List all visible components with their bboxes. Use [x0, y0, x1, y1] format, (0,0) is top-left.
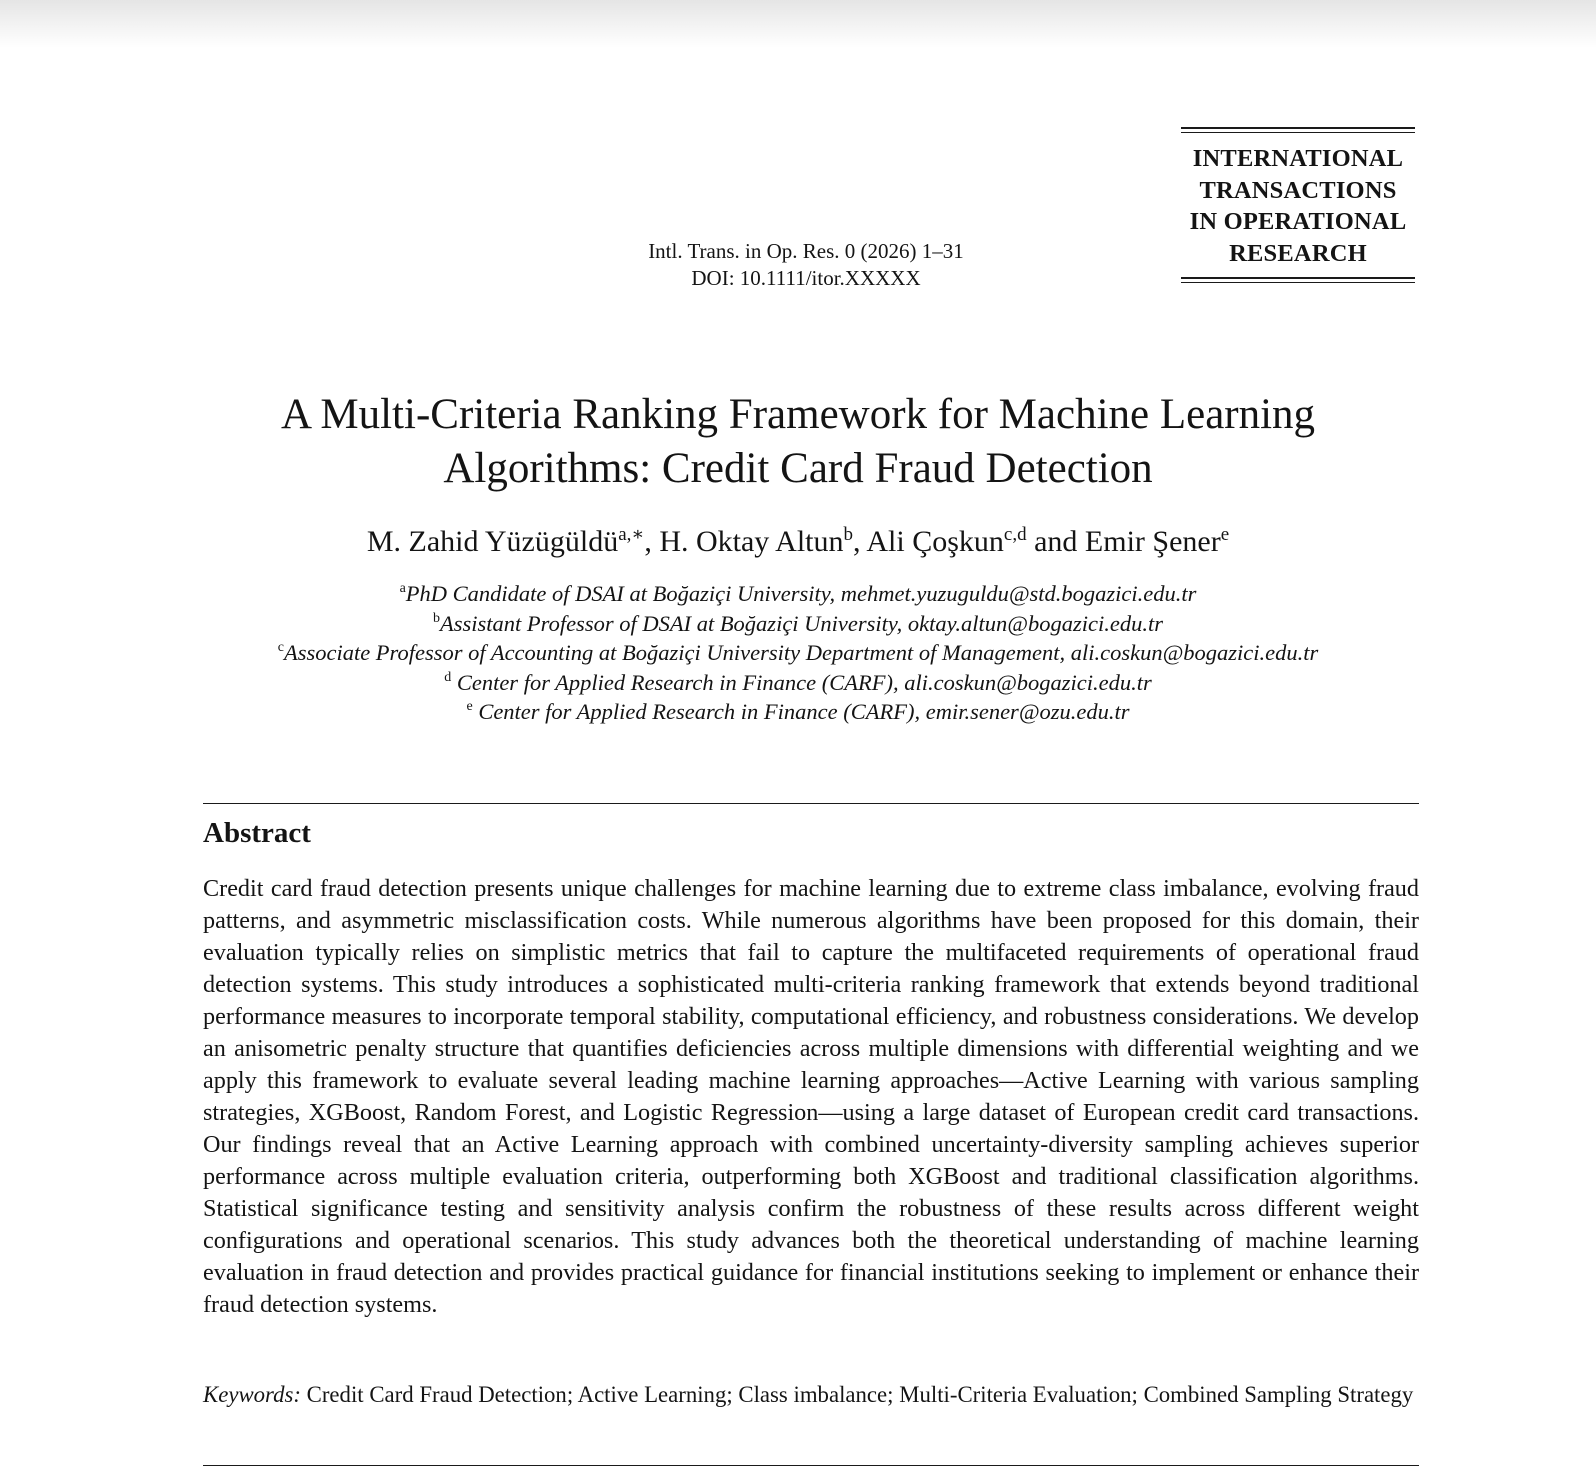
paper-title — [150, 388, 1446, 496]
affiliation-mark: a — [399, 581, 406, 596]
page-top-shadow — [0, 0, 1596, 48]
affiliation-item — [150, 609, 1446, 639]
affiliation-list — [150, 579, 1446, 727]
abstract-heading: Abstract — [203, 817, 311, 849]
affiliation-item — [150, 579, 1446, 609]
author-affiliation-mark: c,d — [1003, 524, 1027, 545]
author-list — [150, 522, 1446, 562]
abstract-bottom-rule — [203, 1465, 1419, 1466]
author-separator: , — [853, 525, 867, 558]
affiliation-mark: c — [277, 640, 284, 655]
author-affiliation-mark: a,∗ — [618, 524, 645, 545]
affiliation-text: Center for Applied Research in Finance (CARF), ali.coskun@bogazici.edu.tr — [451, 669, 1152, 695]
journal-name-line: INTERNATIONAL — [1192, 145, 1404, 172]
affiliation-text: Associate Professor of Accounting at Boğaziçi University Department of Management, ali.coskun@bogazici.edu.tr — [283, 640, 1319, 665]
affiliation-item — [150, 697, 1446, 727]
affiliation-mark: b — [433, 610, 441, 626]
author-affiliation-mark: e — [1220, 524, 1230, 545]
title-line: A Multi-Criteria Ranking Framework for Machine Learning — [280, 391, 1316, 438]
keywords-text: Credit Card Fraud Detection; Active Learning; Class imbalance; Multi-Criteria Evaluation; Combined Sampling Strategy — [300, 1382, 1414, 1407]
masthead-bottom-rule — [1181, 277, 1415, 283]
journal-name-line: RESEARCH — [1229, 239, 1367, 267]
keywords — [203, 1380, 1419, 1410]
citation-block — [596, 238, 1016, 292]
affiliation-text: PhD Candidate of DSAI at Boğaziçi University, mehmet.yuzuguldu@std.bogazici.edu.tr — [405, 581, 1197, 606]
journal-name — [1181, 133, 1415, 277]
author-name: Emir Şener — [1084, 525, 1221, 558]
author-name: M. Zahid Yüzügüldü — [366, 525, 619, 558]
title-line: Algorithms: Credit Card Fraud Detection — [443, 445, 1153, 492]
affiliation-item — [150, 668, 1446, 698]
affiliation-item — [150, 638, 1446, 668]
affiliation-mark: d — [444, 669, 452, 685]
author-name: Ali Çoşkun — [866, 525, 1004, 558]
author-separator: , — [644, 525, 660, 558]
journal-name-line: IN OPERATIONAL — [1189, 208, 1407, 235]
author-separator: and — [1026, 525, 1085, 558]
doi-line: DOI: 10.1111/itor.XXXXX — [691, 266, 921, 290]
citation-line: Intl. Trans. in Op. Res. 0 (2026) 1–31 — [648, 239, 964, 263]
author-affiliation-mark: b — [843, 524, 853, 545]
affiliation-text: Center for Applied Research in Finance (CARF), emir.sener@ozu.edu.tr — [472, 699, 1130, 724]
author-name: H. Oktay Altun — [659, 525, 844, 558]
journal-name-line: TRANSACTIONS — [1199, 176, 1397, 204]
affiliation-text: Assistant Professor of DSAI at Boğaziçi University, oktay.altun@bogazici.edu.tr — [440, 610, 1163, 636]
journal-masthead — [1181, 127, 1415, 283]
affiliation-mark: e — [466, 699, 473, 714]
keywords-label: Keywords: — [203, 1382, 301, 1407]
abstract-top-rule — [203, 803, 1419, 804]
abstract-text: Credit card fraud detection presents unique challenges for machine learning due to extreme class imbalance, evolving fraud patterns, and asymmetric misclassification costs. While numerous algorithms have been proposed for this domain, their evaluation typically relies on simplistic metrics that fail to capture the multifaceted requirements of operational fraud detection systems. This study introduces a sophisticated multi-criteria ranking framework that extends beyond traditional performance measures to incorporate temporal stability, computational efficiency, and robustness considerations. We develop an anisometric penalty structure that quantifies deficiencies across multiple dimensions with differential weighting and we apply this framework to evaluate several leading machine learning approaches—Active Learning with various sampling strategies, XGBoost, Random Forest, and Logistic Regression—using a large dataset of European credit card transactions. Our findings reveal that an Active Learning approach with combined uncertainty-diversity sampling achieves superior performance across multiple evaluation criteria, outperforming both XGBoost and traditional classification algorithms. Statistical significance testing and sensitivity analysis confirm the robustness of these results across different weight configurations and operational scenarios. This study advances both the theoretical understanding of machine learning evaluation in fraud detection and provides practical guidance for financial institutions seeking to implement or enhance their fraud detection systems. — [203, 875, 1419, 1318]
